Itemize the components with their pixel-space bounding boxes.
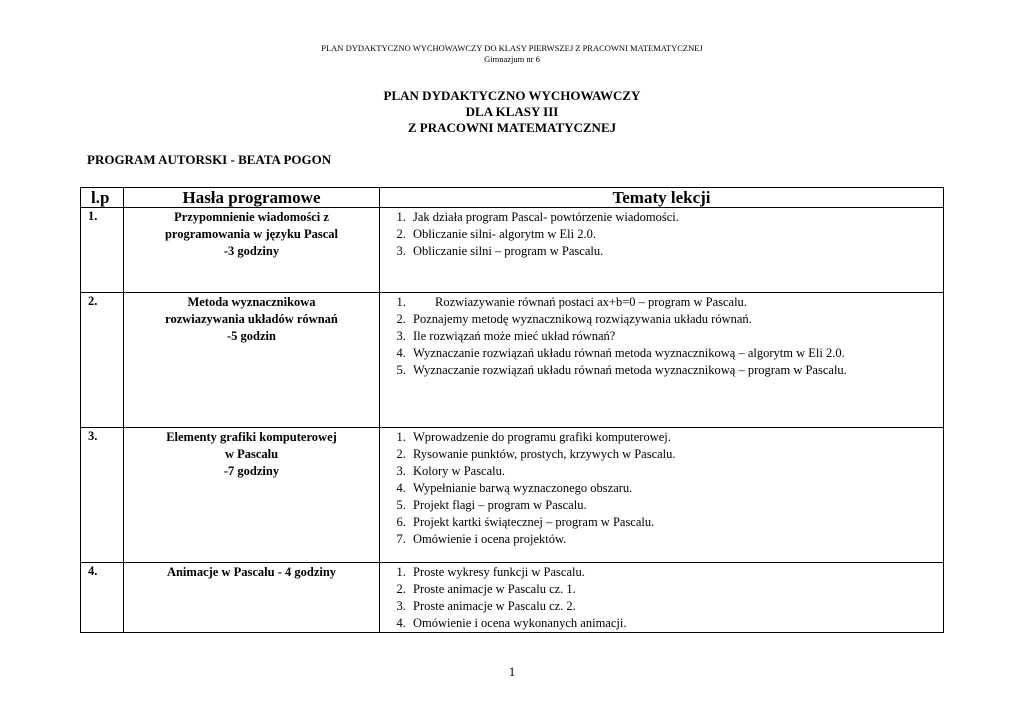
topic-line: Metoda wyznacznikowa — [187, 295, 316, 309]
lesson-list — [384, 564, 939, 632]
lesson-list — [384, 209, 939, 260]
row-number: 4. — [81, 563, 124, 633]
topic-line: w Pascalu — [224, 447, 279, 461]
document-title-line-1: PLAN DYDAKTYCZNO WYCHOWAWCZY — [383, 88, 641, 103]
row-number: 3. — [81, 428, 124, 563]
topic-line: programowania w języku Pascal — [164, 227, 339, 241]
topic-line: Przypomnienie wiadomości z — [174, 210, 329, 224]
lesson-item: 2. Obliczanie silni- algorytm w Eli 2.0. — [409, 226, 939, 243]
lesson-item: 7. Omówienie i ocena projektów. — [409, 531, 939, 548]
column-header-lessons: Tematy lekcji — [380, 188, 944, 208]
column-header-topics: Hasła programowe — [124, 188, 380, 208]
lesson-item: 1. Wprowadzenie do programu grafiki komputerowej. — [409, 429, 939, 446]
program-topic — [124, 563, 380, 633]
running-header-school: Gimnazjum nr 6 — [484, 54, 540, 64]
lesson-item: 1. Jak działa program Pascal- powtórzenie wiadomości. — [409, 209, 939, 226]
document-title-line-3: Z PRACOWNI MATEMATYCZNEJ — [407, 120, 617, 135]
lesson-item: 5. Wyznaczanie rozwiązań układu równań metoda wyznacznikową – program w Pascalu. — [409, 362, 939, 379]
program-topic — [124, 428, 380, 563]
topic-line: Elementy grafiki komputerowej — [166, 430, 337, 444]
topic-hours: -3 godziny — [223, 244, 280, 258]
lesson-topics — [380, 293, 944, 428]
lesson-item: 4. Wypełnianie barwą wyznaczonego obszaru. — [409, 480, 939, 497]
document-title-line-2: DLA KLASY III — [465, 104, 559, 119]
lesson-item: 3. Proste animacje w Pascalu cz. 2. — [409, 598, 939, 615]
topic-line: rozwiazywania układów równań — [165, 312, 338, 326]
lesson-item: 2. Proste animacje w Pascalu cz. 1. — [409, 581, 939, 598]
topic-hours: -7 godziny — [223, 464, 280, 478]
topic-line: Animacje w Pascalu - 4 godziny — [166, 565, 337, 579]
lesson-plan-table — [80, 187, 944, 633]
lesson-item: 3. Ile rozwiązań może mieć układ równań? — [409, 328, 939, 345]
table-row — [81, 428, 944, 563]
table-row — [81, 293, 944, 428]
lesson-list — [384, 429, 939, 548]
running-header-title: PLAN DYDAKTYCZNO WYCHOWAWCZY DO KLASY PIERWSZEJ Z PRACOWNI MATEMATYCZNEJ — [321, 43, 703, 53]
lesson-list — [384, 294, 939, 379]
lesson-item: 1. Proste wykresy funkcji w Pascalu. — [409, 564, 939, 581]
table-header-row — [81, 188, 944, 208]
topic-hours: -5 godzin — [227, 329, 276, 343]
page-number: 1 — [508, 664, 516, 679]
row-number: 1. — [81, 208, 124, 293]
lesson-item: 2. Rysowanie punktów, prostych, krzywych w Pascalu. — [409, 446, 939, 463]
lesson-item: 3. Kolory w Pascalu. — [409, 463, 939, 480]
table-row — [81, 208, 944, 293]
program-topic — [124, 208, 380, 293]
lesson-item: 3. Obliczanie silni – program w Pascalu. — [409, 243, 939, 260]
lesson-topics — [380, 563, 944, 633]
lesson-item: 6. Projekt kartki świątecznej – program w Pascalu. — [409, 514, 939, 531]
lesson-item: 5. Projekt flagi – program w Pascalu. — [409, 497, 939, 514]
program-topic — [124, 293, 380, 428]
lesson-item: 2. Poznajemy metodę wyznacznikową rozwiązywania układu równań. — [409, 311, 939, 328]
row-number: 2. — [81, 293, 124, 428]
column-header-lp: l.p — [81, 188, 124, 208]
lesson-item: 4. Omówienie i ocena wykonanych animacji. — [409, 615, 939, 632]
program-author: PROGRAM AUTORSKI - BEATA POGON — [87, 152, 332, 167]
lesson-topics — [380, 428, 944, 563]
lesson-item: 4. Wyznaczanie rozwiązań układu równań metoda wyznacznikową – algorytm w Eli 2.0. — [409, 345, 939, 362]
table-row — [81, 563, 944, 633]
lesson-item: 1. Rozwiazywanie równań postaci ax+b=0 – program w Pascalu. — [409, 294, 939, 311]
lesson-topics — [380, 208, 944, 293]
